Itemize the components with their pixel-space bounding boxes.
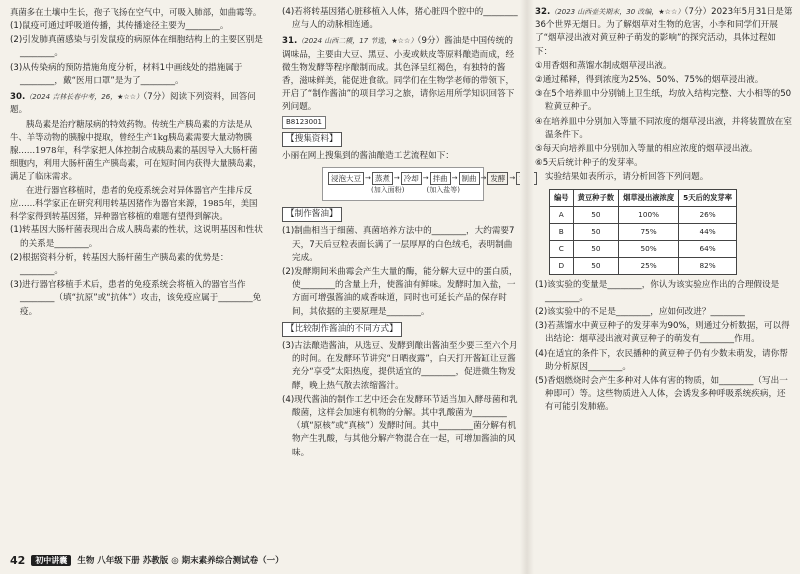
table-header: 5天后的发芽率 <box>679 189 737 206</box>
question-source: （2024 山西二模，17 节选，★☆☆） <box>297 37 418 46</box>
table-cell: D <box>550 257 574 274</box>
table-cell: 25% <box>619 257 679 274</box>
process-flowchart <box>322 167 516 201</box>
section-text: 小丽在网上搜集到的酱油酿造工艺流程如下： <box>282 151 454 162</box>
question-1: (1)鼠疫可通过呼吸道传播，其传播途径主要为________。 <box>10 21 229 31</box>
arrow-icon: → <box>451 174 458 183</box>
table-row <box>550 257 737 274</box>
arrow-icon: → <box>422 174 429 183</box>
results-table <box>549 189 737 275</box>
table-cell: 50% <box>619 240 679 257</box>
section-heading: 【制作酱油】 <box>282 207 342 222</box>
sub-question-1: (1)转基因大肠杆菌表现出合成人胰岛素的性状，这说明基因和性状的关系是________。 <box>10 225 263 249</box>
table-cell: 50 <box>573 240 618 257</box>
sub-question-4: (4)在适宜的条件下，农民播种的黄豆种子仍有少数未萌发，请你帮助分析原因________。 <box>535 348 788 372</box>
page-footer <box>10 551 790 569</box>
text-intro: 真菌多在土壤中生长，孢子飞扬在空气中，可吸入肺部，如曲霉等。 <box>10 7 262 17</box>
table-header-row <box>550 189 737 206</box>
arrow-icon: → <box>365 174 371 183</box>
reading-passage-1: 胰岛素是治疗糖尿病的特效药物。传统生产胰岛素的方法是从牛、羊等动物的胰腺中提取，曾经生产1kg胰岛素需要大量动物胰腺……1978年，科学家把人体控制合成胰岛素的基因导入大肠杆菌细胞内，利用大肠杆菌生产胰岛素，可在短时间内获得大量胰岛素，满足了临床需求。 <box>10 119 262 182</box>
question-2: (2)引发肺真菌感染与引发鼠疫的病原体在细胞结构上的主要区别是________。 <box>10 35 263 59</box>
section-heading: 【比较制作酱油的不同方式】 <box>282 322 402 337</box>
question-instruction: （9分）酱油是中国传统的调味品，主要由大豆、黑豆、小麦或麸皮等原料酿造而成，经微生物发酵等程序酿制而成。其色泽呈红褐色，有独特的酱香，滋味鲜美，能促进食欲。同学们在生物学老师的带领下，开启了“制作酱油”的项目学习之旅，请你运用所学知识回答下列问题。 <box>282 36 515 113</box>
table-header: 烟草浸出液浓度 <box>619 189 679 206</box>
table-header: 黄豆种子数 <box>573 189 618 206</box>
flow-step: 拌曲 <box>430 172 451 185</box>
procedure-step: ①用香烟和蒸馏水制成烟草浸出液。 <box>535 60 672 71</box>
procedure-step: ⑤每天向培养皿中分别加入等量的相应浓度的烟草浸出液。 <box>535 144 758 155</box>
flow-step: 冷却 <box>401 172 422 185</box>
sub-question-1: (1)该实验的变量是________，你认为该实验应作出的合理假设是________。 <box>535 279 780 303</box>
flow-step: 制曲 <box>459 172 480 185</box>
flow-row <box>327 172 516 185</box>
arrow-icon: → <box>509 174 516 183</box>
procedure-step: ③在5个培养皿中分别铺上卫生纸，均放入结构完整、大小相等的50粒黄豆种子。 <box>535 89 792 113</box>
sub-question-3: (3)进行器官移植手术后，患者的免疫系统会将植入的器官当作________（填“抗原”或“抗体”）攻击，该免疫应属于________免疫。 <box>10 280 262 317</box>
question-number: 31. <box>282 36 298 47</box>
page-number: 42 <box>10 553 26 567</box>
flow-note: (加入面粉) <box>371 186 405 195</box>
question-code: B8123001 <box>282 116 326 129</box>
procedure-step: ④在培养皿中分别加入等量不同浓度的烟草浸出液，并将装置放在室温条件下。 <box>535 116 792 140</box>
question-instruction: （7分）阅读下列资料，回答问题。 <box>10 92 256 116</box>
question-30-heading <box>10 91 265 117</box>
flow-step: 蒸煮 <box>372 172 393 185</box>
table-cell: B <box>550 223 574 240</box>
sub-question-4: (4)现代酱油的制作工艺中还会在发酵环节适当加入酵母菌和乳酸菌，这样会加速有机物的分解。其中乳酸菌为________（填“原核”或“真核”）发酵时间。其中________菌分解有机物产生乳酸，与其他分解产物混合在一起，可增加酱油的风味。 <box>282 394 518 458</box>
flow-step: 浸泡大豆 <box>328 172 364 185</box>
page-fold <box>520 0 534 574</box>
sub-question-2: (2)该实验中的不足是________，应如何改进？________ <box>535 307 745 318</box>
sub-question-3: (3)若蒸馏水中黄豆种子的发芽率为90%，则通过分析数据，可以得出结论：烟草浸出液对黄豆种子的萌发有________作用。 <box>535 321 790 345</box>
table-row <box>550 240 737 257</box>
question-3: (3)从传染病的预防措施角度分析，材料1中画线处的措施属于________，戴“医用口罩”是为了________。 <box>10 62 243 86</box>
flow-note: (加入盐等) <box>426 186 460 195</box>
question-31-heading <box>282 35 520 114</box>
left-column <box>10 6 265 320</box>
arrow-icon: → <box>393 174 400 183</box>
table-cell: 64% <box>679 240 737 257</box>
question-source: （2023 山西壶关期末，30 改编，★☆☆） <box>550 8 685 16</box>
table-cell: 82% <box>679 257 737 274</box>
table-cell: 26% <box>679 206 737 223</box>
sub-question-3: (3)古法酿造酱油，从选豆、发酵到酿出酱油至少要三至六个月的时间。在发酵环节讲究“日晒夜露”，白天打开酱缸让豆酱充分“享受”太阳热度，提供适宜的________，促进微生物发酵，晚上热气散去浓缩酱汁。 <box>282 341 518 391</box>
brand-logo: 初中讲囊 <box>31 555 71 566</box>
question-number: 30. <box>10 92 26 103</box>
question-number: 32. <box>535 7 551 17</box>
flow-notes <box>327 185 479 196</box>
right-column <box>535 6 793 416</box>
middle-column <box>282 6 520 461</box>
reading-passage-2: 在进行器官移植时，患者的免疫系统会对异体器官产生排斥反应……科学家正在研究利用转基因猪作为器官来源，1985年，美国科学家得到转基因猪，异种器官移植的难题有望得到解决。 <box>10 185 258 222</box>
table-row <box>550 206 737 223</box>
table-cell: 100% <box>619 206 679 223</box>
question-4: (4)若将转基因猪心脏移植入人体，猪心脏四个腔中的________应与人的动脉相连通。 <box>282 7 518 31</box>
question-instruction: （7分）2023年5月31日是第36个世界无烟日。为了解烟草对生物的危害，小李和同学们开展了“烟草浸出液对黄豆种子萌发的影响”的探究活动，具体过程如下： <box>535 7 793 57</box>
question-32-heading <box>535 6 793 59</box>
procedure-step: ⑥5天后统计种子的发芽率。 <box>535 158 643 169</box>
arrow-icon: → <box>480 174 487 183</box>
table-header: 编号 <box>550 189 574 206</box>
table-cell: 50 <box>573 223 618 240</box>
section-heading: 【搜集资料】 <box>282 132 342 147</box>
footer-text: 生物 八年级下册 苏教版 ◎ 期末素养综合测试卷（一） <box>77 556 284 566</box>
procedure-step: ②通过稀释，得到浓度为25%、50%、75%的烟草浸出液。 <box>535 75 764 86</box>
sub-question-5: (5)香烟燃烧时会产生多种对人体有害的物质，如________（写出一种即可）等。这些物质进入人体，会诱发多种呼吸系统疾病，还有可能引发肺癌。 <box>535 376 788 413</box>
sub-question-1: (1)制曲相当于细菌、真菌培养方法中的________，大约需要7天，7天后豆粒表面长满了一层厚厚的白色绒毛，表明制曲完成。 <box>282 226 515 263</box>
table-cell: 75% <box>619 223 679 240</box>
table-cell: A <box>550 206 574 223</box>
table-row <box>550 223 737 240</box>
table-cell: C <box>550 240 574 257</box>
table-cell: 44% <box>679 223 737 240</box>
table-cell: 50 <box>573 257 618 274</box>
question-source: （2024 吉林长春中考，26，★☆☆） <box>25 93 144 102</box>
sub-question-2: (2)根据资料分析，转基因大肠杆菌生产胰岛素的优势是：________。 <box>10 252 229 277</box>
flow-step: 发酵 <box>487 172 508 185</box>
table-cell: 50 <box>573 206 618 223</box>
table-intro: 实验结果如表所示，请分析回答下列问题。 <box>545 172 709 183</box>
sub-question-2: (2)发酵期间米曲霉会产生大量的酶，能分解大豆中的蛋白质，使________的含量上升，使酱油有鲜味。发酵时加入盐，一方面可增强酱油的咸香味道，同时也可延长产品的保存时间，其依据的主要原理是________。 <box>282 267 518 317</box>
